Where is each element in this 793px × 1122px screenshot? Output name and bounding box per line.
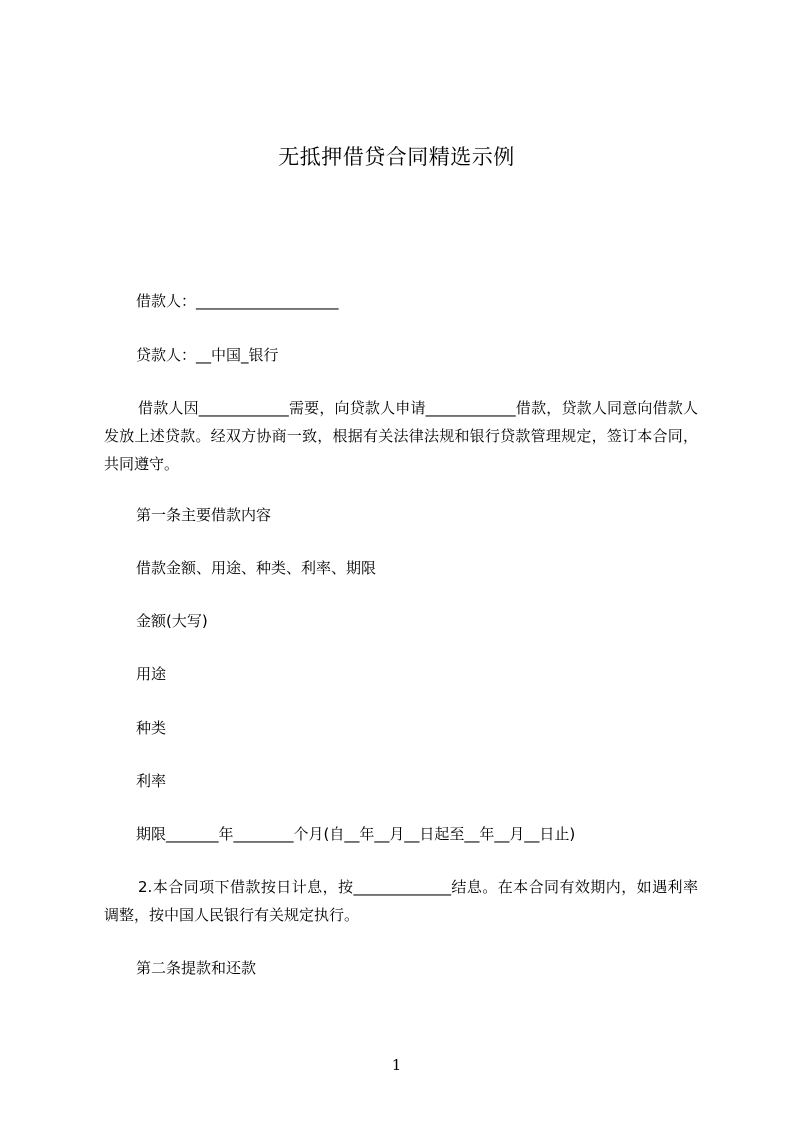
rate-line: 利率 xyxy=(136,772,167,790)
intro-paragraph: 借款人因____________需要，向贷款人申请____________借款，贷款人同意向借款人发放上述贷款。经双方协商一致，根据有关法律法规和银行贷款管理规定，签订本合同，共同遵守。 xyxy=(104,399,698,473)
purpose-line: 用途 xyxy=(136,665,167,683)
article2-heading: 第二条提款和还款 xyxy=(136,959,257,977)
amount-line: 金额(大写) xyxy=(136,612,208,630)
borrower-line: 借款人：___________________ xyxy=(136,292,339,310)
loan-items-line: 借款金额、用途、种类、利率、期限 xyxy=(136,559,377,577)
type-line: 种类 xyxy=(136,719,167,737)
document-title: 无抵押借贷合同精选示例 xyxy=(278,145,515,169)
page-number: 1 xyxy=(391,1056,402,1074)
interest-paragraph: 2.本合同项下借款按日计息，按_____________结息。在本合同有效期内，如遇利率调整，按中国人民银行有关规定执行。 xyxy=(104,878,698,924)
lender-line: 贷款人：__中国_银行 xyxy=(136,346,279,364)
article1-heading: 第一条主要借款内容 xyxy=(136,506,272,524)
term-line: 期限_______年________个月(自__年__月__日起至__年__月__日止) xyxy=(136,825,576,843)
